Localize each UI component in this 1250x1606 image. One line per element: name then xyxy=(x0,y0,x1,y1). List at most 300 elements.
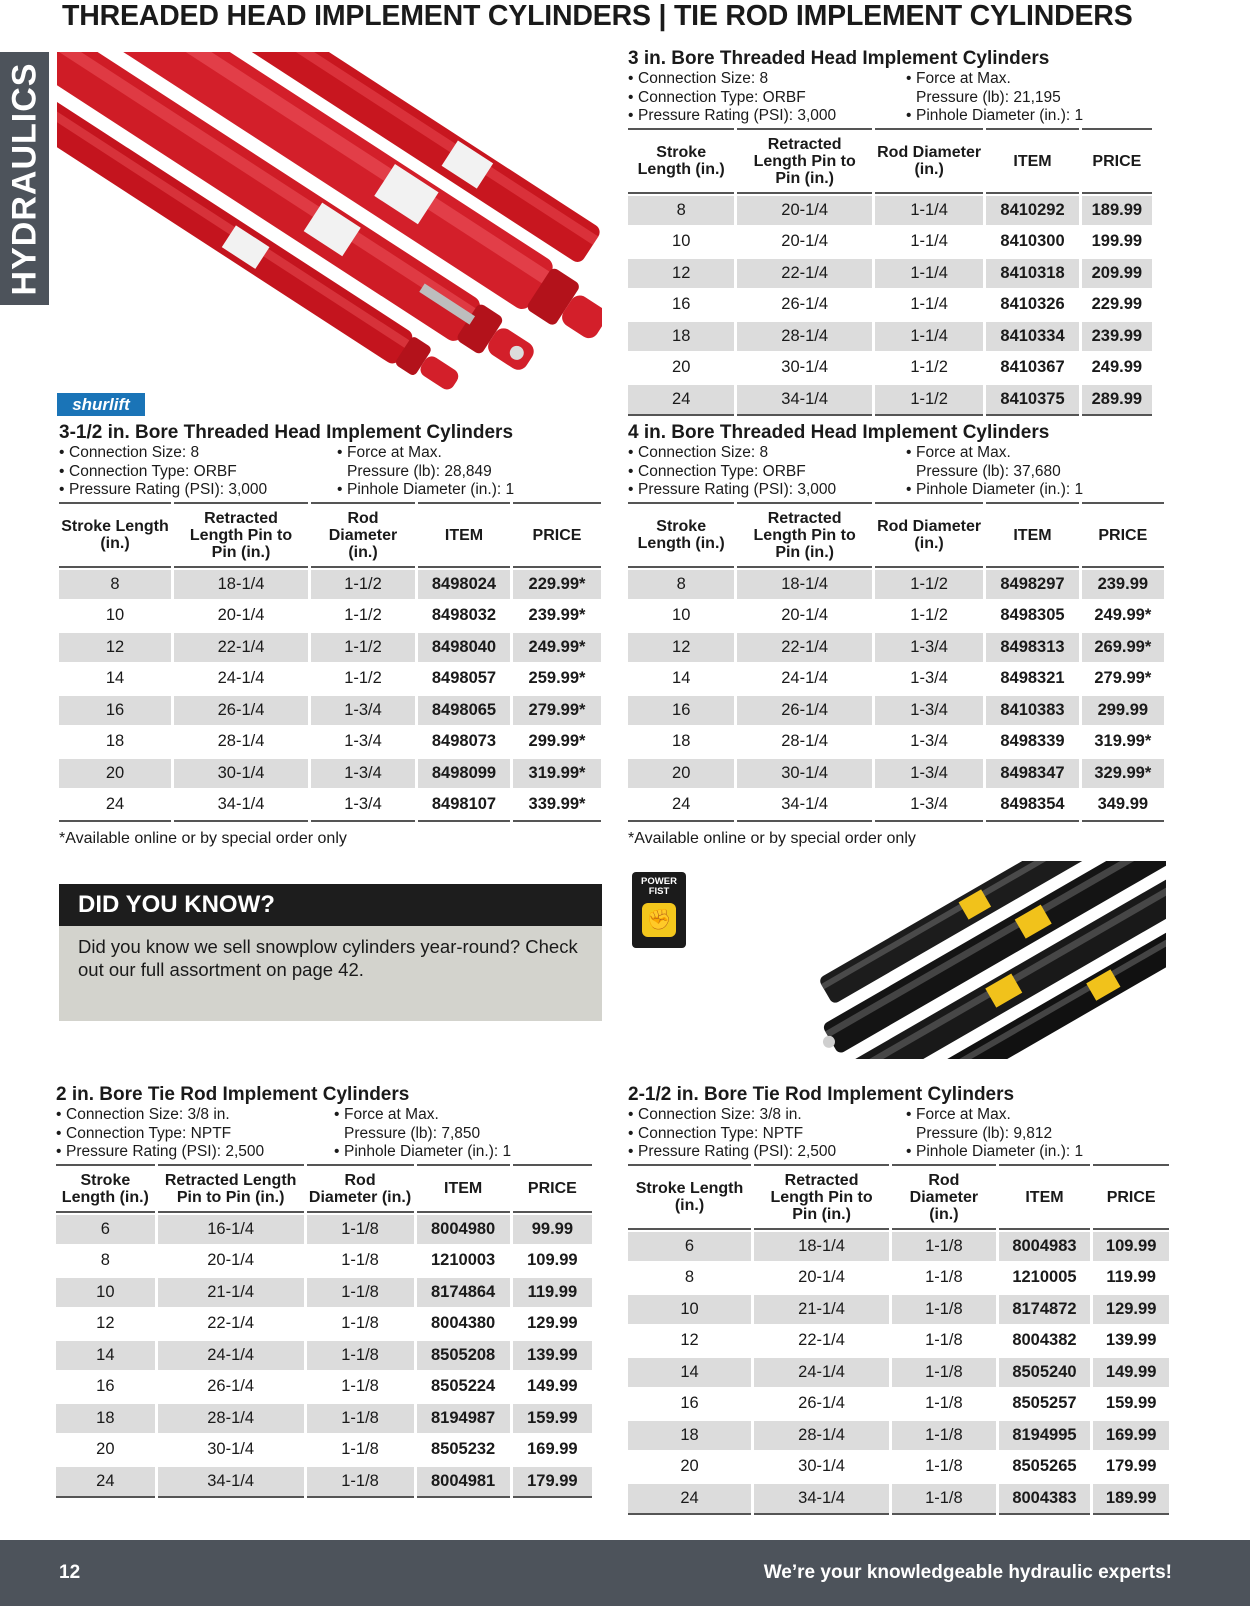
cell-rod-diameter: 1-1/2 xyxy=(875,385,983,417)
cell-item-number: 8498107 xyxy=(418,790,510,822)
spec-force: Force at Max. xyxy=(916,70,1011,87)
cell-stroke-length: 12 xyxy=(628,259,734,289)
table-row xyxy=(628,1484,1169,1516)
cell-rod-diameter: 1-1/4 xyxy=(910,295,948,314)
cell-price: 269.99* xyxy=(1082,633,1164,663)
table-row xyxy=(628,601,1164,631)
cell-item-number: 8410318 xyxy=(986,259,1078,289)
cell-rod-diameter: 1-1/8 xyxy=(341,1440,379,1459)
cell-price: 249.99* xyxy=(1094,606,1152,625)
table-row xyxy=(56,1372,592,1402)
column-header-retracted-length: Retracted Length Pin to Pin (in.) xyxy=(737,128,872,194)
cell-retracted-length: 28-1/4 xyxy=(158,1404,304,1434)
cell-stroke-length: 24 xyxy=(628,790,734,822)
column-header-stroke-length: Stroke Length (in.) xyxy=(628,502,734,568)
cell-price: 179.99 xyxy=(1105,1457,1157,1476)
cylinder-table xyxy=(625,1162,1172,1518)
spec-connection-type: Connection Type: NPTF xyxy=(66,1124,232,1142)
cell-item-number: 8505224 xyxy=(431,1377,496,1396)
cell-item-number: 8498040 xyxy=(418,633,510,663)
cell-price: 129.99 xyxy=(527,1314,578,1333)
spec-force: Force at Max. xyxy=(344,1106,439,1123)
cell-stroke-length: 10 xyxy=(56,1278,155,1308)
table-row xyxy=(56,1467,592,1499)
cell-price: 249.99* xyxy=(513,633,601,663)
cell-retracted-length: 26-1/4 xyxy=(174,696,308,726)
table-row xyxy=(59,727,601,757)
cell-retracted-length: 24-1/4 xyxy=(754,1358,889,1388)
column-header-stroke-length: Stroke Length (in.) xyxy=(628,128,734,194)
cell-retracted-length: 30-1/4 xyxy=(207,1440,255,1459)
spec-pressure-rating: Pressure Rating (PSI): 2,500 xyxy=(66,1143,265,1160)
cell-item-number: 8174872 xyxy=(999,1295,1091,1325)
spec-list: • Connection Size: 8 • Connection Type: ORBF • Pressure Rating (PSI): 3,000 • Force at Max. Pressure (lb): 28,849 • Pinhole Diameter (in.): 1 xyxy=(59,444,515,498)
spec-pinhole: Pinhole Diameter (in.): 1 xyxy=(916,1143,1084,1160)
cell-item-number: 8004382 xyxy=(1012,1331,1077,1350)
cell-stroke-length: 16 xyxy=(96,1377,115,1396)
cell-item-number: 8505208 xyxy=(417,1341,510,1371)
cell-rod-diameter: 1-1/8 xyxy=(307,1215,414,1245)
column-header-rod-diameter: Rod Diameter (in.) xyxy=(311,502,415,568)
cell-stroke-length: 18 xyxy=(56,1404,155,1434)
cell-rod-diameter: 1-1/8 xyxy=(892,1232,996,1262)
cell-retracted-length: 20-1/4 xyxy=(217,606,265,625)
cell-retracted-length: 16-1/4 xyxy=(158,1215,304,1245)
cell-price: 329.99* xyxy=(1082,759,1164,789)
cell-item-number: 8410300 xyxy=(1000,232,1065,251)
did-you-know-body: Did you know we sell snowplow cylinders year-round? Check out our full assortment on page 42. xyxy=(78,936,578,980)
column-header-item-number: ITEM xyxy=(999,1164,1091,1230)
table-row xyxy=(56,1404,592,1434)
cell-rod-diameter: 1-1/8 xyxy=(341,1251,379,1270)
cell-stroke-length: 16 xyxy=(628,696,734,726)
spec-connection-size: Connection Size: 8 xyxy=(69,444,200,461)
cell-price: 129.99 xyxy=(1093,1295,1169,1325)
table-row xyxy=(628,259,1152,289)
cell-retracted-length: 22-1/4 xyxy=(737,259,872,289)
cell-price: 239.99* xyxy=(528,606,586,625)
cell-item-number: 8498313 xyxy=(986,633,1078,663)
fist-icon: ✊ xyxy=(642,903,676,937)
cell-retracted-length: 30-1/4 xyxy=(737,759,872,789)
table-row xyxy=(628,633,1164,663)
cell-item-number: 8498032 xyxy=(431,606,497,625)
cell-retracted-length: 18-1/4 xyxy=(754,1232,889,1262)
cell-stroke-length: 14 xyxy=(105,669,125,688)
cell-retracted-length: 20-1/4 xyxy=(737,196,872,226)
cell-rod-diameter: 1-1/8 xyxy=(307,1278,414,1308)
black-cylinders-photo xyxy=(812,861,1166,1059)
spec-force: Force at Max. xyxy=(347,444,442,461)
cell-item-number: 8498099 xyxy=(418,759,510,789)
cell-price: 139.99 xyxy=(513,1341,592,1371)
cell-price: 279.99* xyxy=(513,696,601,726)
cell-item-number: 8498354 xyxy=(986,790,1078,822)
table-header-row xyxy=(628,502,1164,568)
cell-item-number: 8505265 xyxy=(1012,1457,1077,1476)
cell-rod-diameter: 1-1/8 xyxy=(307,1467,414,1499)
cell-retracted-length: 26-1/4 xyxy=(781,295,829,314)
special-order-note: *Available online or by special order only xyxy=(628,829,916,847)
spec-pinhole: Pinhole Diameter (in.): 1 xyxy=(916,481,1084,498)
cell-item-number: 8498297 xyxy=(986,570,1078,600)
cell-rod-diameter: 1-3/4 xyxy=(875,790,983,822)
cell-stroke-length: 8 xyxy=(59,570,171,600)
cell-rod-diameter: 1-1/8 xyxy=(307,1341,414,1371)
table-row xyxy=(59,601,601,631)
cell-stroke-length: 14 xyxy=(672,669,691,688)
column-header-price: PRICE xyxy=(513,502,601,568)
cell-price: 199.99 xyxy=(1091,232,1143,251)
cell-retracted-length: 20-1/4 xyxy=(781,606,829,625)
spec-force: Force at Max. xyxy=(916,1106,1011,1123)
cell-rod-diameter: 1-1/4 xyxy=(875,196,983,226)
cell-price: 239.99 xyxy=(1082,570,1164,600)
cell-stroke-length: 6 xyxy=(628,1232,751,1262)
cell-price: 319.99* xyxy=(1094,732,1152,751)
cell-rod-diameter: 1-1/8 xyxy=(341,1377,379,1396)
column-header-stroke-length: Stroke Length (in.) xyxy=(628,1164,751,1230)
cell-item-number: 8410383 xyxy=(986,696,1078,726)
cell-price: 209.99 xyxy=(1082,259,1152,289)
cell-price: 239.99 xyxy=(1082,322,1152,352)
cell-price: 229.99* xyxy=(513,570,601,600)
cell-retracted-length: 34-1/4 xyxy=(737,790,872,822)
cell-retracted-length: 21-1/4 xyxy=(158,1278,304,1308)
cell-rod-diameter: 1-1/4 xyxy=(910,232,948,251)
cell-stroke-length: 20 xyxy=(96,1440,115,1459)
cell-retracted-length: 26-1/4 xyxy=(207,1377,255,1396)
column-header-stroke-length: Stroke Length (in.) xyxy=(56,1164,155,1213)
spec-pinhole: Pinhole Diameter (in.): 1 xyxy=(916,107,1084,124)
cell-retracted-length: 20-1/4 xyxy=(781,232,829,251)
cell-item-number: 8004981 xyxy=(417,1467,510,1499)
cell-item-number: 8498321 xyxy=(1000,669,1065,688)
table-row xyxy=(628,1421,1169,1451)
spec-pressure-rating: Pressure Rating (PSI): 2,500 xyxy=(638,1143,837,1160)
spec-connection-size: Connection Size: 3/8 in. xyxy=(638,1106,802,1123)
cell-stroke-length: 20 xyxy=(59,759,171,789)
cell-rod-diameter: 1-1/8 xyxy=(925,1331,963,1350)
table-row xyxy=(59,759,601,789)
cell-rod-diameter: 1-1/4 xyxy=(875,322,983,352)
cell-retracted-length: 30-1/4 xyxy=(174,759,308,789)
cell-item-number: 8505232 xyxy=(431,1440,496,1459)
cell-stroke-length: 24 xyxy=(59,790,171,822)
page-title: THREADED HEAD IMPLEMENT CYLINDERS | TIE ROD IMPLEMENT CYLINDERS xyxy=(62,0,1133,32)
cell-rod-diameter: 1-1/8 xyxy=(341,1314,379,1333)
spec-force-value: Pressure (lb): 9,812 xyxy=(916,1124,1053,1142)
table-row xyxy=(628,353,1152,383)
cell-stroke-length: 8 xyxy=(628,570,734,600)
cell-price: 189.99 xyxy=(1082,196,1152,226)
section-title: 3-1/2 in. Bore Threaded Head Implement Cylinders xyxy=(59,422,514,443)
cell-price: 279.99* xyxy=(1094,669,1152,688)
cell-item-number: 8004980 xyxy=(417,1215,510,1245)
section-title: 3 in. Bore Threaded Head Implement Cylinders xyxy=(628,48,1050,69)
table-header-row xyxy=(59,502,601,568)
table-row xyxy=(628,196,1152,226)
cell-stroke-length: 18 xyxy=(628,1421,751,1451)
cell-rod-diameter: 1-1/2 xyxy=(910,358,948,377)
section-title: 2 in. Bore Tie Rod Implement Cylinders xyxy=(56,1084,410,1105)
table-row xyxy=(628,1263,1169,1293)
did-you-know-box xyxy=(59,884,602,1021)
table-row xyxy=(628,227,1152,257)
cell-item-number: 8498305 xyxy=(1000,606,1065,625)
table-header-row xyxy=(628,1164,1169,1230)
table-row xyxy=(628,322,1152,352)
cell-stroke-length: 12 xyxy=(96,1314,115,1333)
cell-retracted-length: 30-1/4 xyxy=(781,358,829,377)
cell-rod-diameter: 1-3/4 xyxy=(875,759,983,789)
cell-rod-diameter: 1-3/4 xyxy=(344,732,382,751)
table-row xyxy=(628,1232,1169,1262)
table-row xyxy=(628,759,1164,789)
cell-rod-diameter: 1-3/4 xyxy=(875,633,983,663)
special-order-note: *Available online or by special order only xyxy=(59,829,347,847)
cell-retracted-length: 34-1/4 xyxy=(737,385,872,417)
column-header-item-number: ITEM xyxy=(417,1164,510,1213)
cell-retracted-length: 22-1/4 xyxy=(174,633,308,663)
cell-rod-diameter: 1-1/2 xyxy=(344,606,382,625)
table-row xyxy=(628,1389,1169,1419)
spec-list: • Connection Size: 3/8 in. • Connection Type: NPTF • Pressure Rating (PSI): 2,500 • Force at Max. Pressure (lb): 9,812 • Pinhole Diameter (in.): 1 xyxy=(628,1106,1084,1160)
cell-stroke-length: 12 xyxy=(680,1331,699,1350)
cell-retracted-length: 22-1/4 xyxy=(798,1331,845,1350)
cell-price: 109.99 xyxy=(1093,1232,1169,1262)
cell-retracted-length: 24-1/4 xyxy=(781,669,829,688)
table-row xyxy=(628,696,1164,726)
cell-price: 99.99 xyxy=(513,1215,592,1245)
cell-price: 109.99 xyxy=(527,1251,578,1270)
cell-item-number: 8004383 xyxy=(999,1484,1091,1516)
table-row xyxy=(56,1435,592,1465)
cell-rod-diameter: 1-3/4 xyxy=(910,732,948,751)
column-header-price: PRICE xyxy=(513,1164,592,1213)
section-3-1-2-threaded xyxy=(59,422,601,848)
section-2-1-2-tie-rod xyxy=(628,1084,1172,1517)
footer-tagline: We’re your knowledgeable hydraulic experts! xyxy=(763,1562,1172,1583)
cell-stroke-length: 24 xyxy=(56,1467,155,1499)
cell-price: 289.99 xyxy=(1082,385,1152,417)
cell-stroke-length: 10 xyxy=(672,232,691,251)
cell-price: 119.99 xyxy=(513,1278,592,1308)
table-row xyxy=(59,633,601,663)
table-row xyxy=(56,1215,592,1245)
cell-rod-diameter: 1-3/4 xyxy=(311,696,415,726)
cell-rod-diameter: 1-1/8 xyxy=(925,1394,963,1413)
table-row xyxy=(59,696,601,726)
table-row xyxy=(56,1278,592,1308)
cell-retracted-length: 28-1/4 xyxy=(781,732,829,751)
table-row xyxy=(628,790,1164,822)
cell-retracted-length: 28-1/4 xyxy=(754,1421,889,1451)
column-header-rod-diameter: Rod Diameter (in.) xyxy=(892,1164,996,1230)
cell-price: 159.99 xyxy=(513,1404,592,1434)
cell-price: 349.99 xyxy=(1082,790,1164,822)
cell-price: 119.99 xyxy=(1106,1268,1156,1287)
cell-retracted-length: 34-1/4 xyxy=(754,1484,889,1516)
cell-stroke-length: 16 xyxy=(680,1394,699,1413)
column-header-rod-diameter: Rod Diameter (in.) xyxy=(875,502,983,568)
cell-item-number: 1210005 xyxy=(1012,1268,1077,1287)
cell-rod-diameter: 1-1/8 xyxy=(892,1484,996,1516)
cell-rod-diameter: 1-3/4 xyxy=(910,669,948,688)
cell-stroke-length: 12 xyxy=(628,633,734,663)
cell-retracted-length: 24-1/4 xyxy=(158,1341,304,1371)
cell-stroke-length: 16 xyxy=(672,295,691,314)
cell-stroke-length: 24 xyxy=(628,385,734,417)
cell-stroke-length: 20 xyxy=(628,759,734,789)
cell-retracted-length: 20-1/4 xyxy=(798,1268,845,1287)
cell-item-number: 8410367 xyxy=(1000,358,1065,377)
cell-stroke-length: 10 xyxy=(628,1295,751,1325)
cylinder-table xyxy=(625,500,1167,824)
table-row xyxy=(628,1326,1169,1356)
cell-item-number: 8004983 xyxy=(999,1232,1091,1262)
cell-price: 299.99 xyxy=(1082,696,1164,726)
section-3-threaded xyxy=(628,48,1155,418)
cell-stroke-length: 6 xyxy=(56,1215,155,1245)
cell-retracted-length: 28-1/4 xyxy=(737,322,872,352)
cell-rod-diameter: 1-1/8 xyxy=(892,1358,996,1388)
cell-stroke-length: 14 xyxy=(56,1341,155,1371)
table-row xyxy=(628,664,1164,694)
cell-price: 339.99* xyxy=(513,790,601,822)
table-row xyxy=(56,1309,592,1339)
column-header-stroke-length: Stroke Length (in.) xyxy=(59,502,171,568)
cell-price: 229.99 xyxy=(1091,295,1143,314)
cell-stroke-length: 10 xyxy=(672,606,691,625)
spec-list: • Connection Size: 3/8 in. • Connection Type: NPTF • Pressure Rating (PSI): 2,500 • Force at Max. Pressure (lb): 7,850 • Pinhole Diameter (in.): 1 xyxy=(56,1106,512,1160)
cell-item-number: 8410326 xyxy=(1000,295,1065,314)
cell-price: 159.99 xyxy=(1105,1394,1157,1413)
cell-price: 149.99 xyxy=(1093,1358,1169,1388)
spec-list: • Connection Size: 8 • Connection Type: ORBF • Pressure Rating (PSI): 3,000 • Force at Max. Pressure (lb): 21,195 • Pinhole Diameter (in.): 1 xyxy=(628,70,1084,124)
cell-item-number: 8194995 xyxy=(999,1421,1091,1451)
column-header-retracted-length: Retracted Length Pin to Pin (in.) xyxy=(158,1164,304,1213)
cylinder-table xyxy=(625,126,1155,419)
table-row xyxy=(59,664,601,694)
cell-retracted-length: 34-1/4 xyxy=(158,1467,304,1499)
cell-rod-diameter: 1-3/4 xyxy=(311,759,415,789)
cell-rod-diameter: 1-1/8 xyxy=(892,1295,996,1325)
cell-rod-diameter: 1-1/2 xyxy=(875,570,983,600)
cell-price: 139.99 xyxy=(1105,1331,1157,1350)
cell-item-number: 8004380 xyxy=(431,1314,496,1333)
spec-list: • Connection Size: 8 • Connection Type: ORBF • Pressure Rating (PSI): 3,000 • Force at Max. Pressure (lb): 37,680 • Pinhole Diameter (in.): 1 xyxy=(628,444,1084,498)
column-header-price: PRICE xyxy=(1093,1164,1169,1230)
cell-rod-diameter: 1-1/4 xyxy=(875,259,983,289)
column-header-rod-diameter: Rod Diameter (in.) xyxy=(875,128,983,194)
spec-pressure-rating: Pressure Rating (PSI): 3,000 xyxy=(638,481,837,498)
table-row xyxy=(628,1295,1169,1325)
column-header-item-number: ITEM xyxy=(418,502,510,568)
column-header-price: PRICE xyxy=(1082,502,1164,568)
spec-pressure-rating: Pressure Rating (PSI): 3,000 xyxy=(69,481,268,498)
column-header-retracted-length: Retracted Length Pin to Pin (in.) xyxy=(737,502,872,568)
cell-price: 319.99* xyxy=(513,759,601,789)
cell-item-number: 8498057 xyxy=(431,669,497,688)
section-tab-hydraulics: HYDRAULICS xyxy=(0,52,49,305)
cell-item-number: 8498065 xyxy=(418,696,510,726)
column-header-retracted-length: Retracted Length Pin to Pin (in.) xyxy=(174,502,308,568)
table-row xyxy=(59,570,601,600)
cell-item-number: 8498347 xyxy=(986,759,1078,789)
cell-stroke-length: 12 xyxy=(59,633,171,663)
cell-item-number: 8498024 xyxy=(418,570,510,600)
spec-connection-size: Connection Size: 8 xyxy=(638,70,769,87)
cell-item-number: 8194987 xyxy=(417,1404,510,1434)
table-row xyxy=(628,290,1152,320)
spec-pressure-rating: Pressure Rating (PSI): 3,000 xyxy=(638,107,837,124)
cell-rod-diameter: 1-1/8 xyxy=(307,1404,414,1434)
cell-rod-diameter: 1-3/4 xyxy=(875,696,983,726)
did-you-know-heading: DID YOU KNOW? xyxy=(59,884,602,926)
table-row xyxy=(56,1246,592,1276)
cell-item-number: 8498073 xyxy=(431,732,497,751)
table-header-row xyxy=(56,1164,592,1213)
cell-rod-diameter: 1-1/8 xyxy=(925,1268,963,1287)
cell-price: 169.99 xyxy=(1093,1421,1169,1451)
cell-stroke-length: 20 xyxy=(672,358,691,377)
section-title: 4 in. Bore Threaded Head Implement Cylinders xyxy=(628,422,1050,443)
spec-force-value: Pressure (lb): 37,680 xyxy=(916,462,1061,480)
cell-price: 149.99 xyxy=(527,1377,578,1396)
spec-force-value: Pressure (lb): 21,195 xyxy=(916,88,1061,106)
spec-force-value: Pressure (lb): 7,850 xyxy=(344,1124,481,1142)
cell-item-number: 8410334 xyxy=(986,322,1078,352)
cell-stroke-length: 14 xyxy=(628,1358,751,1388)
shurlift-logo: shurlift xyxy=(57,393,145,416)
cell-retracted-length: 20-1/4 xyxy=(207,1251,255,1270)
cell-item-number: 8410292 xyxy=(986,196,1078,226)
cell-rod-diameter: 1-1/2 xyxy=(344,669,382,688)
cell-item-number: 1210003 xyxy=(431,1251,496,1270)
cell-item-number: 8505257 xyxy=(1012,1394,1077,1413)
cell-stroke-length: 24 xyxy=(628,1484,751,1516)
cell-retracted-length: 18-1/4 xyxy=(737,570,872,600)
cell-retracted-length: 28-1/4 xyxy=(217,732,265,751)
section-4-threaded xyxy=(628,422,1167,848)
spec-connection-type: Connection Type: NPTF xyxy=(638,1124,804,1142)
cell-retracted-length: 21-1/4 xyxy=(754,1295,889,1325)
section-2-tie-rod xyxy=(56,1084,595,1500)
spec-connection-size: Connection Size: 3/8 in. xyxy=(66,1106,230,1123)
cell-retracted-length: 30-1/4 xyxy=(798,1457,845,1476)
page-number: 12 xyxy=(59,1562,81,1583)
column-header-price: PRICE xyxy=(1082,128,1152,194)
cell-stroke-length: 8 xyxy=(684,1268,695,1287)
cell-item-number: 8498339 xyxy=(1000,732,1065,751)
table-row xyxy=(59,790,601,822)
spec-force-value: Pressure (lb): 28,849 xyxy=(347,462,492,480)
powerfist-logo: POWER FIST ✊ xyxy=(632,872,686,948)
cell-stroke-length: 18 xyxy=(628,322,734,352)
cell-stroke-length: 8 xyxy=(100,1251,110,1270)
cell-rod-diameter: 1-1/8 xyxy=(892,1421,996,1451)
cell-stroke-length: 18 xyxy=(105,732,125,751)
spec-connection-type: Connection Type: ORBF xyxy=(69,462,237,480)
cell-retracted-length: 22-1/4 xyxy=(737,633,872,663)
cell-stroke-length: 10 xyxy=(105,606,125,625)
table-row xyxy=(628,1452,1169,1482)
cell-price: 189.99 xyxy=(1093,1484,1169,1516)
cell-retracted-length: 22-1/4 xyxy=(207,1314,255,1333)
cell-price: 259.99* xyxy=(528,669,586,688)
spec-pinhole: Pinhole Diameter (in.): 1 xyxy=(344,1143,512,1160)
